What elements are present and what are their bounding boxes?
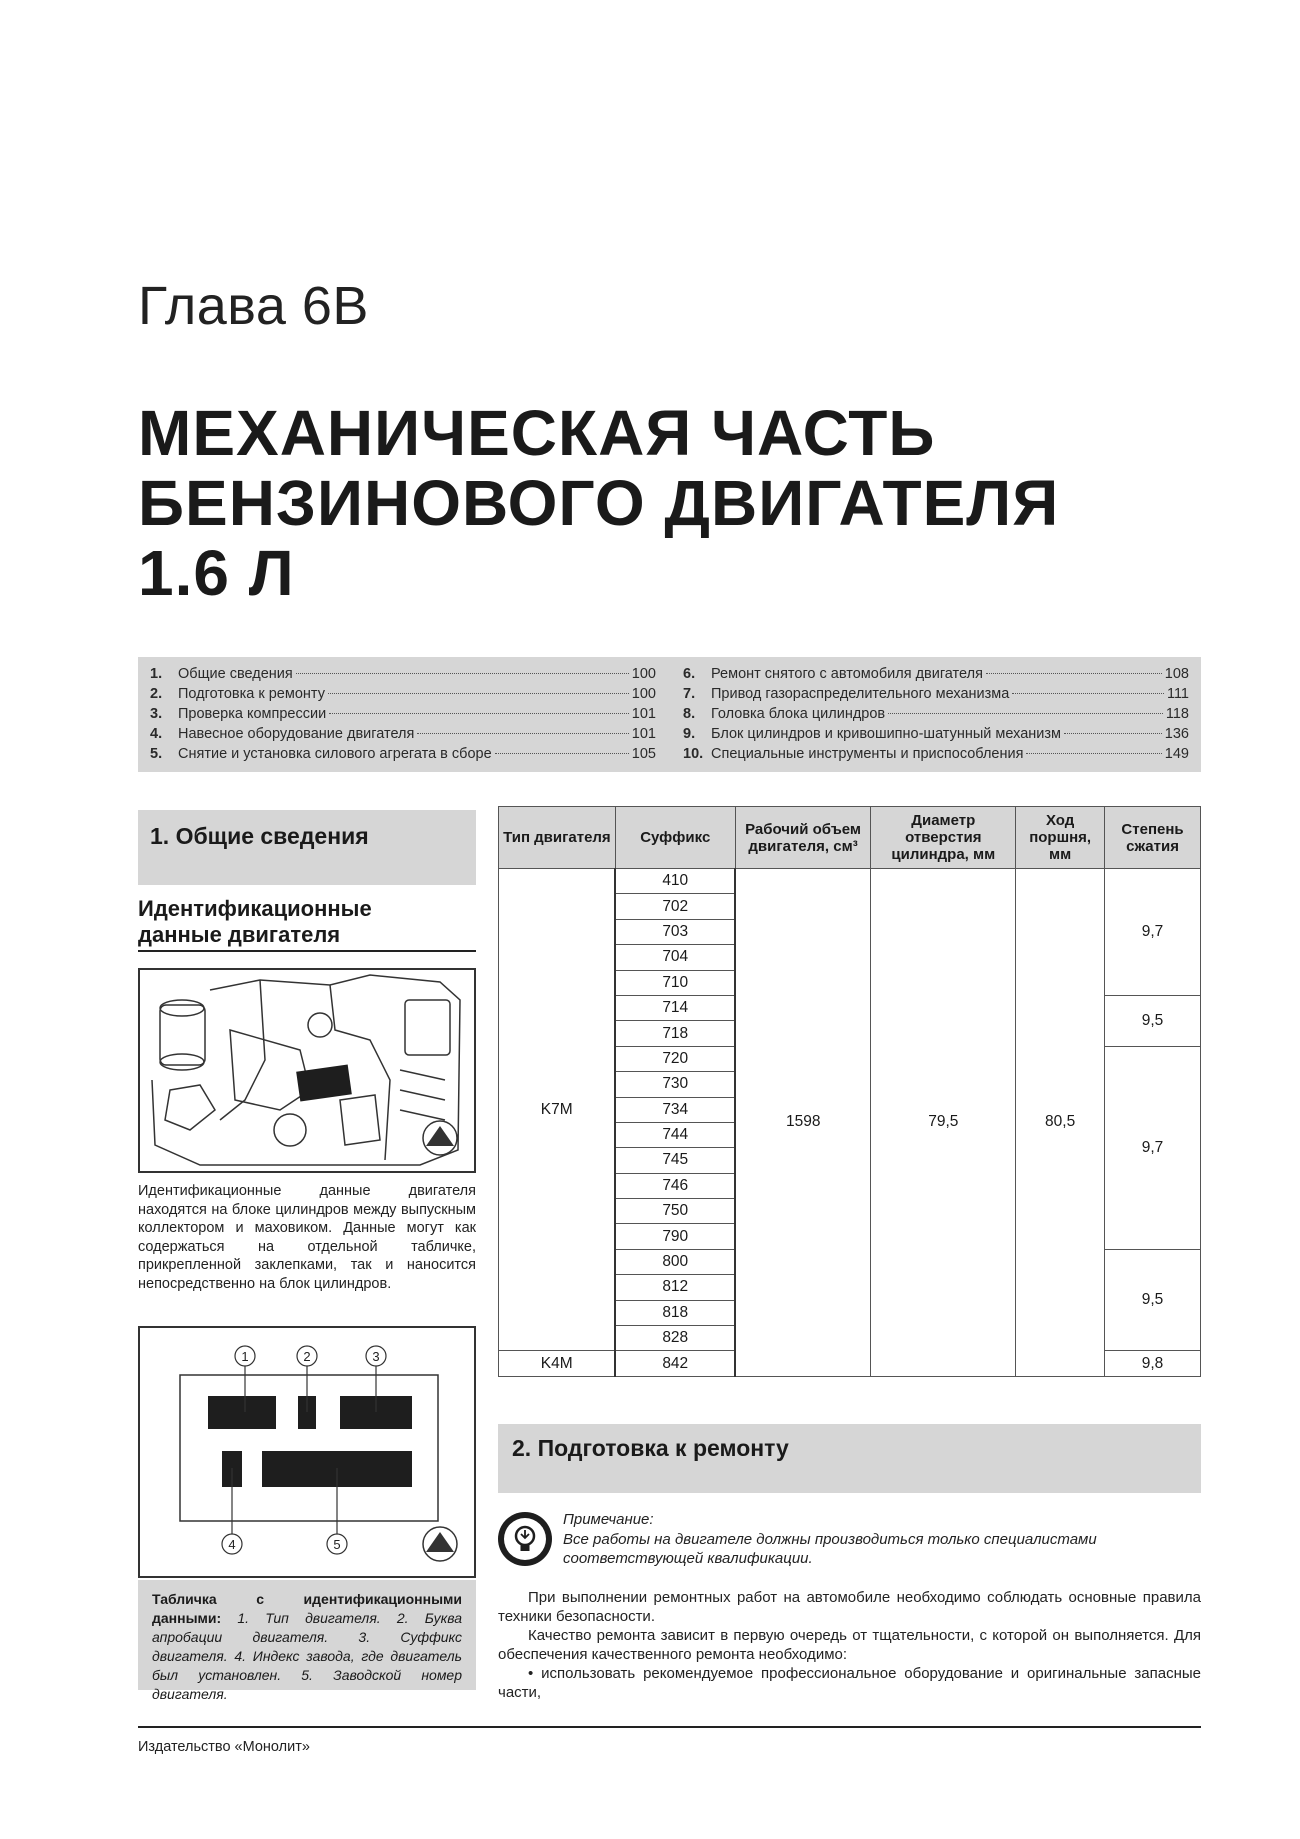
toc-item [150, 706, 656, 726]
toc-item-title: Навесное оборудование двигателя [178, 726, 415, 742]
toc-item [683, 666, 1189, 686]
identification-paragraph: Идентификационные данные двигателя находятся на блоке цилиндров между выпускным коллектором и маховиком. Данные могут как содержаться на отдельной табличке, прикрепленной заклепками, так и наносится непосредственно на блок цилиндров. [138, 1183, 476, 1292]
section-1-title: 1. Общие сведения [150, 823, 369, 849]
stroke-cell: 80,5 [1016, 869, 1105, 1377]
section-2-title: 2. Подготовка к ремонту [512, 1435, 789, 1461]
id-plate-figure [138, 1326, 476, 1578]
header-volume: Рабочий объем двигателя, см³ [735, 807, 871, 869]
chapter-label: Глава 6В [138, 276, 369, 336]
toc-item [150, 726, 656, 746]
toc-item-page: 108 [1164, 666, 1189, 682]
toc-item-number: 1. [150, 666, 163, 682]
id-plate-diagram [140, 1328, 474, 1576]
toc-dot-leader [329, 713, 629, 714]
table-body [499, 869, 1201, 1377]
table-header-row [499, 807, 1201, 869]
toc-dot-leader [495, 753, 629, 754]
footer-divider [138, 1726, 1201, 1728]
toc-column-right [683, 666, 1189, 772]
toc-item-title: Общие сведения [178, 666, 293, 682]
toc-item-number: 5. [150, 746, 163, 762]
suffix-cell: 720 [615, 1046, 735, 1071]
title-line: 1.6 Л [138, 537, 295, 609]
toc-column-left [150, 666, 656, 772]
suffix-cell: 842 [615, 1351, 735, 1376]
compression-cell: 9,5 [1105, 1249, 1201, 1351]
engine-illustration [138, 968, 476, 1173]
suffix-cell: 410 [615, 869, 735, 894]
suffix-cell: 750 [615, 1199, 735, 1224]
monolith-logo-icon [423, 1527, 457, 1561]
suffix-cell: 828 [615, 1326, 735, 1351]
caption-text: 1. Тип двигателя. 2. Буква апробации двигателя. 3. Суффикс двигателя. 4. Индекс завода, где двигатель был установлен. 5. Заводской номер двигателя. [152, 1610, 462, 1702]
marker-5-label: 5 [333, 1537, 341, 1552]
toc-item [150, 686, 656, 706]
marker-4-label: 4 [228, 1537, 236, 1552]
toc-item-title: Проверка компрессии [178, 706, 327, 722]
id-plate-caption [138, 1580, 476, 1702]
caption-bold: Табличка с идентификационными данными: [152, 1591, 462, 1626]
toc-item-page: 149 [1164, 746, 1189, 762]
toc-dot-leader [1012, 693, 1164, 694]
suffix-cell: 812 [615, 1275, 735, 1300]
toc-item-number: 10. [683, 746, 704, 762]
suffix-cell: 800 [615, 1249, 735, 1274]
toc-item-title: Привод газораспределительного механизма [711, 686, 1010, 702]
toc-dot-leader [417, 733, 628, 734]
suffix-cell: 790 [615, 1224, 735, 1249]
toc-item [150, 666, 656, 686]
toc-item [683, 706, 1189, 726]
compression-cell: 9,8 [1105, 1351, 1201, 1376]
toc-dot-leader [296, 673, 629, 674]
suffix-cell: 704 [615, 945, 735, 970]
section-2-body [498, 1588, 1201, 1702]
toc-item-page: 100 [631, 666, 656, 682]
toc-dot-leader [888, 713, 1163, 714]
toc-item-number: 3. [150, 706, 163, 722]
marker-1-label: 1 [241, 1349, 249, 1364]
subhead-line: Идентификационные [138, 896, 372, 921]
compression-cell: 9,5 [1105, 995, 1201, 1046]
toc-item-number: 6. [683, 666, 696, 682]
compression-cell: 9,7 [1105, 869, 1201, 996]
note-label: Примечание: [563, 1511, 654, 1528]
subsection-heading [138, 896, 476, 952]
header-bore: Диаметр отверстия цилиндра, мм [871, 807, 1016, 869]
toc-dot-leader [1026, 753, 1161, 754]
header-compression: Степень сжатия [1105, 807, 1201, 869]
toc-dot-leader [328, 693, 629, 694]
toc-item-number: 2. [150, 686, 163, 702]
toc-item [683, 746, 1189, 766]
title-line: БЕНЗИНОВОГО ДВИГАТЕЛЯ [138, 467, 1060, 539]
suffix-cell: 718 [615, 1021, 735, 1046]
engine-type-cell: K4M [499, 1351, 616, 1376]
toc-item [683, 726, 1189, 746]
toc-item-page: 100 [631, 686, 656, 702]
table-of-contents [138, 657, 1201, 772]
table-row [499, 869, 1201, 894]
suffix-cell: 744 [615, 1122, 735, 1147]
toc-item-number: 4. [150, 726, 163, 742]
publisher-footer: Издательство «Монолит» [138, 1739, 310, 1755]
toc-item-page: 101 [631, 706, 656, 722]
toc-dot-leader [1064, 733, 1162, 734]
engine-drawing [140, 970, 474, 1171]
toc-item-page: 111 [1166, 686, 1189, 702]
body-paragraph: При выполнении ремонтных работ на автомобиле необходимо соблюдать основные правила техники безопасности. [498, 1589, 1201, 1625]
lightbulb-glyph [498, 1512, 552, 1566]
suffix-cell: 745 [615, 1148, 735, 1173]
toc-item-title: Специальные инструменты и приспособления [711, 746, 1024, 762]
toc-dot-leader [986, 673, 1162, 674]
compression-cell: 9,7 [1105, 1046, 1201, 1249]
note-text: Все работы на двигателе должны производиться только специалистами соответствующей квалификации. [563, 1531, 1097, 1567]
toc-item-page: 118 [1165, 706, 1189, 722]
toc-item-page: 105 [631, 746, 656, 762]
suffix-cell: 746 [615, 1173, 735, 1198]
note-lightbulb-icon [498, 1512, 552, 1566]
marker-2-label: 2 [303, 1349, 311, 1364]
suffix-cell: 703 [615, 919, 735, 944]
suffix-cell: 818 [615, 1300, 735, 1325]
subhead-line: данные двигателя [138, 922, 341, 947]
toc-item-number: 7. [683, 686, 696, 702]
header-stroke: Ход поршня, мм [1016, 807, 1105, 869]
suffix-cell: 702 [615, 894, 735, 919]
toc-item-title: Головка блока цилиндров [711, 706, 886, 722]
header-engine-type: Тип двигателя [499, 807, 616, 869]
engine-type-cell: K7M [499, 869, 616, 1351]
toc-item-number: 9. [683, 726, 696, 742]
toc-item [150, 746, 656, 766]
engine-spec-table [498, 806, 1201, 1377]
toc-item-page: 136 [1164, 726, 1189, 742]
toc-item-page: 101 [631, 726, 656, 742]
body-paragraph: Качество ремонта зависит в первую очередь от тщательности, с которой он выполняется. Для обеспечения качественного ремонта необходимо: [498, 1627, 1201, 1663]
title-line: МЕХАНИЧЕСКАЯ ЧАСТЬ [138, 397, 936, 469]
suffix-cell: 734 [615, 1097, 735, 1122]
suffix-cell: 730 [615, 1072, 735, 1097]
toc-item-title: Ремонт снятого с автомобиля двигателя [711, 666, 983, 682]
suffix-cell: 710 [615, 970, 735, 995]
toc-item [683, 686, 1189, 706]
toc-item-title: Блок цилиндров и кривошипно-шатунный механизм [711, 726, 1062, 742]
bore-cell: 79,5 [871, 869, 1016, 1377]
toc-item-title: Снятие и установка силового агрегата в сборе [178, 746, 492, 762]
bullet-item: • использовать рекомендуемое профессиональное оборудование и оригинальные запасные части, [498, 1665, 1201, 1701]
toc-item-title: Подготовка к ремонту [178, 686, 325, 702]
marker-3-label: 3 [372, 1349, 380, 1364]
toc-item-number: 8. [683, 706, 696, 722]
volume-cell: 1598 [735, 869, 871, 1377]
chapter-title [138, 398, 1059, 608]
header-suffix: Суффикс [615, 807, 735, 869]
monolith-logo-icon [423, 1121, 457, 1155]
suffix-cell: 714 [615, 995, 735, 1020]
